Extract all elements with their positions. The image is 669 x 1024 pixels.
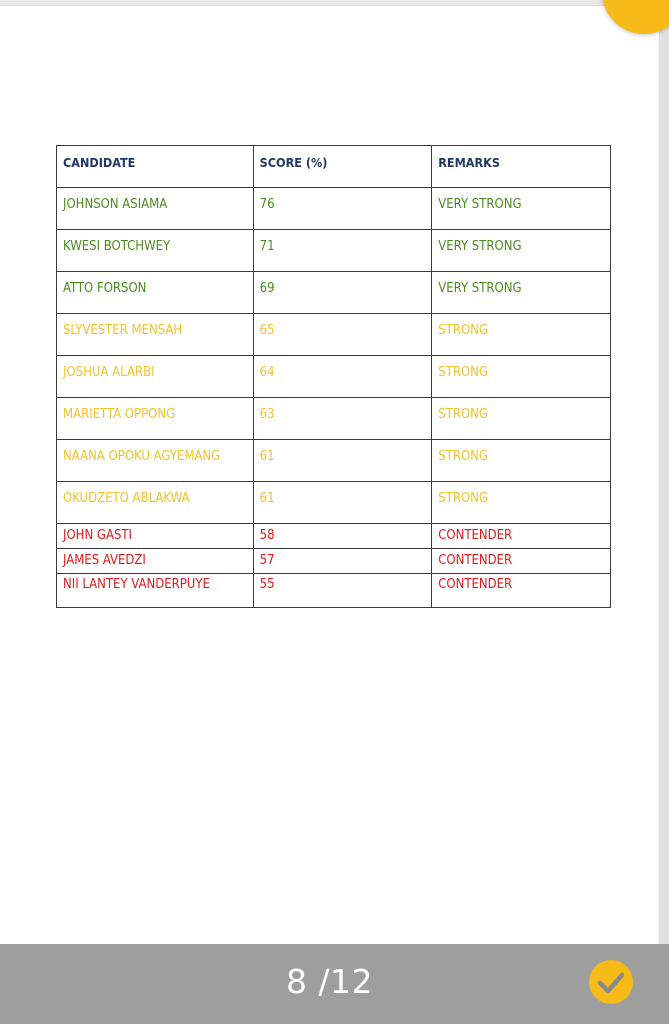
header-remarks: REMARKS: [432, 146, 611, 188]
table-header-row: [57, 146, 611, 188]
cell-score: 69: [253, 272, 432, 314]
cell-score: 61: [253, 440, 432, 482]
cell-remarks: STRONG: [432, 482, 611, 524]
cell-score: 63: [253, 398, 432, 440]
cell-remarks: CONTENDER: [432, 549, 611, 574]
next-page-edge: [659, 6, 669, 944]
cell-candidate: ATTO FORSON: [57, 272, 254, 314]
table-row: [57, 188, 611, 230]
cell-remarks: VERY STRONG: [432, 188, 611, 230]
cell-remarks: STRONG: [432, 314, 611, 356]
cell-score: 76: [253, 188, 432, 230]
cell-remarks: STRONG: [432, 440, 611, 482]
candidate-score-table: [56, 145, 611, 608]
cell-score: 57: [253, 549, 432, 574]
table-row: [57, 440, 611, 482]
header-candidate: CANDIDATE: [57, 146, 254, 188]
table-row: [57, 524, 611, 549]
cell-remarks: VERY STRONG: [432, 230, 611, 272]
cell-score: 71: [253, 230, 432, 272]
table-row: [57, 482, 611, 524]
cell-score: 58: [253, 524, 432, 549]
table-row: [57, 574, 611, 608]
cell-remarks: CONTENDER: [432, 524, 611, 549]
table-row: [57, 398, 611, 440]
document-page[interactable]: [0, 6, 659, 944]
cell-remarks: STRONG: [432, 356, 611, 398]
cell-candidate: KWESI BOTCHWEY: [57, 230, 254, 272]
cell-score: 64: [253, 356, 432, 398]
cell-candidate: SLYVESTER MENSAH: [57, 314, 254, 356]
cell-remarks: VERY STRONG: [432, 272, 611, 314]
cell-candidate: JOSHUA ALARBI: [57, 356, 254, 398]
cell-candidate: JOHNSON ASIAMA: [57, 188, 254, 230]
cell-candidate: OKUDZETO ABLAKWA: [57, 482, 254, 524]
table-row: [57, 230, 611, 272]
cell-remarks: CONTENDER: [432, 574, 611, 608]
bottom-bar: [0, 944, 669, 1024]
table-row: [57, 356, 611, 398]
page-indicator: 8 /12: [285, 962, 374, 1001]
cell-remarks: STRONG: [432, 398, 611, 440]
cell-candidate: MARIETTA OPPONG: [57, 398, 254, 440]
cell-candidate: NAANA OPOKU AGYEMANG: [57, 440, 254, 482]
cell-score: 55: [253, 574, 432, 608]
check-icon: [589, 960, 633, 1004]
confirm-button[interactable]: [589, 960, 633, 1004]
header-score: SCORE (%): [253, 146, 432, 188]
table-row: [57, 272, 611, 314]
cell-candidate: JAMES AVEDZI: [57, 549, 254, 574]
table-row: [57, 314, 611, 356]
cell-score: 65: [253, 314, 432, 356]
cell-candidate: JOHN GASTI: [57, 524, 254, 549]
cell-score: 61: [253, 482, 432, 524]
cell-candidate: NII LANTEY VANDERPUYE: [57, 574, 254, 608]
table-row: [57, 549, 611, 574]
